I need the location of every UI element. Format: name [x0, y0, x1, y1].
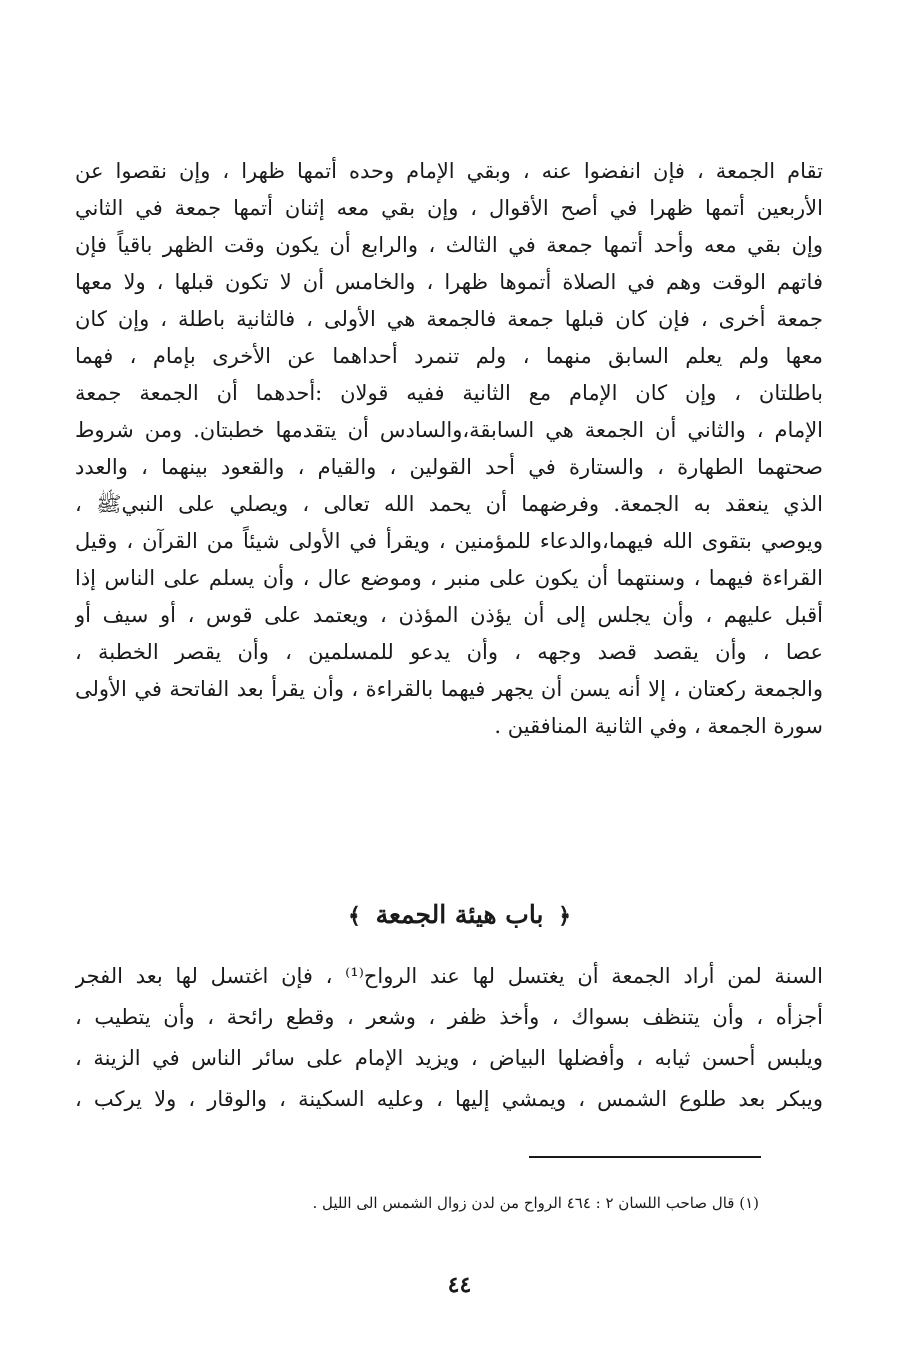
text-line: ويبكر بعد طلوع الشمس ، ويمشي إليها ، وعليه السكينة ، والوقار ، ولا يركب ،: [75, 1087, 823, 1111]
text-line: أقبل عليهم ، وأن يجلس إلى أن يؤذن المؤذن ، ويعتمد على قوس ، أو سيف أو: [75, 603, 823, 627]
body-paragraph: [75, 153, 823, 745]
text-line: سورة الجمعة ، وفي الثانية المنافقين .: [494, 714, 823, 738]
ornament-right: ﴿: [558, 903, 572, 929]
text-line: أجزأه ، وأن يتنظف بسواك ، وأخذ ظفر ، وشعر ، وقطع رائحة ، وأن يتطيب ،: [75, 1005, 823, 1029]
section-heading: [0, 895, 919, 936]
text-line: السنة لمن أراد الجمعة أن يغتسل لها عند الرواح⁽¹⁾ ، فإن اغتسل لها بعد الفجر: [75, 964, 823, 988]
text-line: جمعة أخرى ، فإن كان قبلها جمعة فالجمعة هي الأولى ، فالثانية باطلة ، وإن كان: [75, 307, 823, 331]
text-line: باطلتان ، وإن كان الإمام مع الثانية ففيه قولان :أحدهما أن الجمعة جمعة: [75, 381, 823, 405]
section-heading-text: باب هيئة الجمعة: [375, 900, 544, 929]
section-paragraph: [75, 956, 823, 1120]
page-number: ٤٤: [447, 1272, 472, 1298]
text-line: فاتهم الوقت وهم في الصلاة أتموها ظهرا ، والخامس أن لا تكون قبلها ، ولا معها: [75, 270, 823, 294]
text-line: الإمام ، والثاني أن الجمعة هي السابقة،والسادس أن يتقدمها خطبتان. ومن شروط: [75, 418, 823, 442]
text-line: تقام الجمعة ، فإن انفضوا عنه ، وبقي الإمام وحده أتمها ظهرا ، وإن نقصوا عن: [75, 159, 823, 183]
text-line: عصا ، وأن يقصد قصد وجهه ، وأن يدعو للمسلمين ، وأن يقصر الخطبة ،: [75, 640, 823, 664]
footnote-divider: [529, 1156, 761, 1158]
text-line: ويوصي بتقوى الله فيهما،والدعاء للمؤمنين ، ويقرأ في الأولى شيئاً من القرآن ، وقيل: [75, 529, 823, 553]
text-line: وإن بقي معه وأحد أتمها جمعة في الثالث ، والرابع أن يكون وقت الظهر باقياً فإن: [75, 233, 823, 257]
text-line: معها ولم يعلم السابق منهما ، ولم تنمرد أحداهما عن الأخرى بإمام ، فهما: [75, 344, 823, 368]
text-line: الذي ينعقد به الجمعة. وفرضهما أن يحمد الله تعالى ، ويصلي على النبيﷺ ،: [75, 492, 823, 516]
text-line: صحتهما الطهارة ، والستارة في أحد القولين ، والقيام ، والقعود بينهما ، والعدد: [75, 455, 823, 479]
text-line: والجمعة ركعتان ، إلا أنه يسن أن يجهر فيهما بالقراءة ، وأن يقرأ بعد الفاتحة في الأولى: [75, 677, 823, 701]
ornament-left: ﴾: [347, 903, 361, 929]
footnote: (١) قال صاحب اللسان ٢ : ٤٦٤ الرواح من لدن زوال الشمس الى الليل .: [312, 1194, 759, 1212]
text-line: القراءة فيهما ، وسنتهما أن يكون على منبر ، وموضع عال ، وأن يسلم على الناس إذا: [75, 566, 823, 590]
text-line: الأربعين أتمها ظهرا في أصح الأقوال ، وإن بقي معه إثنان أتمها جمعة في الثاني: [75, 196, 823, 220]
text-line: ويلبس أحسن ثيابه ، وأفضلها البياض ، ويزيد الإمام على سائر الناس في الزينة ،: [75, 1046, 823, 1070]
